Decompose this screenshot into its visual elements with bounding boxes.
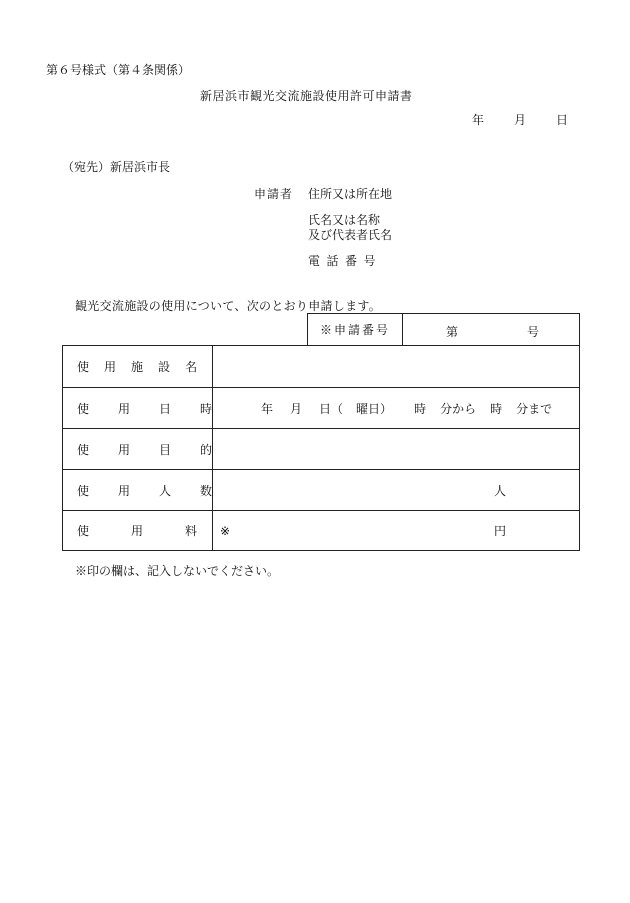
label-char: 数 — [200, 483, 213, 498]
datetime-year: 年 — [261, 401, 274, 416]
application-number-go: 号 — [527, 325, 540, 339]
people-count-label — [63, 470, 212, 510]
table-row-people — [63, 469, 579, 510]
footnote: ※印の欄は、記入しないでください。 — [75, 564, 280, 578]
datetime-end-hour: 時 — [490, 401, 503, 416]
application-number-dai: 第 — [446, 325, 459, 339]
purpose-field[interactable] — [213, 429, 579, 469]
intro-text: 観光交流施設の使用について、次のとおり申請します。 — [75, 299, 382, 313]
label-char: 用 — [104, 360, 117, 374]
label-char: 施 — [131, 360, 144, 374]
label-char: 時 — [200, 401, 213, 416]
datetime-field[interactable] — [261, 388, 552, 428]
representative-label: 及び代表者氏名 — [308, 228, 393, 242]
label-char: 用 — [131, 524, 144, 538]
date-line — [472, 111, 568, 128]
label-char: 使 — [77, 442, 90, 457]
form-number: 第６号様式（第４条関係） — [46, 63, 191, 77]
datetime-start-hour: 時 — [414, 401, 427, 416]
purpose-label — [63, 429, 212, 469]
label-char: 目 — [159, 442, 172, 457]
name-label: 氏名又は名称 — [308, 213, 381, 227]
label-char: 日 — [159, 401, 172, 416]
fee-label — [63, 511, 212, 550]
date-year-label: 年 — [472, 113, 485, 127]
facility-name-field[interactable] — [213, 346, 579, 387]
label-char: 使 — [77, 483, 90, 498]
date-day-label: 日 — [556, 113, 569, 127]
people-unit: 人 — [494, 483, 507, 498]
label-char: 用 — [118, 442, 131, 457]
phone-label: 電話番号 — [308, 254, 383, 268]
table-row-facility — [63, 346, 579, 387]
label-char: 名 — [185, 360, 198, 374]
facility-name-label — [63, 346, 212, 387]
datetime-month: 月 — [290, 401, 303, 416]
label-char: 料 — [185, 524, 198, 538]
label-char: 設 — [158, 360, 171, 374]
label-char: 用 — [118, 401, 131, 416]
datetime-end-minute: 分まで — [516, 401, 553, 416]
table-row-fee — [63, 510, 579, 550]
datetime-day: 日（ — [319, 401, 344, 416]
label-char: 使 — [77, 401, 90, 416]
fee-unit: 円 — [494, 524, 507, 538]
divider — [402, 314, 403, 345]
label-char: 用 — [118, 483, 131, 498]
fee-mark: ※ — [220, 523, 231, 538]
people-count-field[interactable] — [213, 470, 579, 510]
date-month-label: 月 — [514, 113, 527, 127]
applicant-label: 申請者 — [254, 187, 294, 201]
label-char: 的 — [200, 442, 213, 457]
application-number-box — [307, 313, 580, 346]
datetime-label — [63, 388, 212, 428]
label-char: 使 — [77, 524, 90, 538]
datetime-start-minute: 分から — [440, 401, 477, 416]
datetime-weekday: 曜日） — [356, 401, 393, 416]
table-row-purpose — [63, 428, 579, 469]
table-row-datetime — [63, 387, 579, 428]
document-title: 新居浜市観光交流施設使用許可申請書 — [200, 89, 413, 103]
label-char: 人 — [159, 483, 172, 498]
application-table — [62, 345, 580, 551]
label-char: 使 — [77, 360, 90, 374]
address-label: 住所又は所在地 — [308, 187, 393, 201]
addressee: （宛先）新居浜市長 — [62, 160, 171, 174]
application-number-label: ※申請番号 — [319, 323, 390, 337]
